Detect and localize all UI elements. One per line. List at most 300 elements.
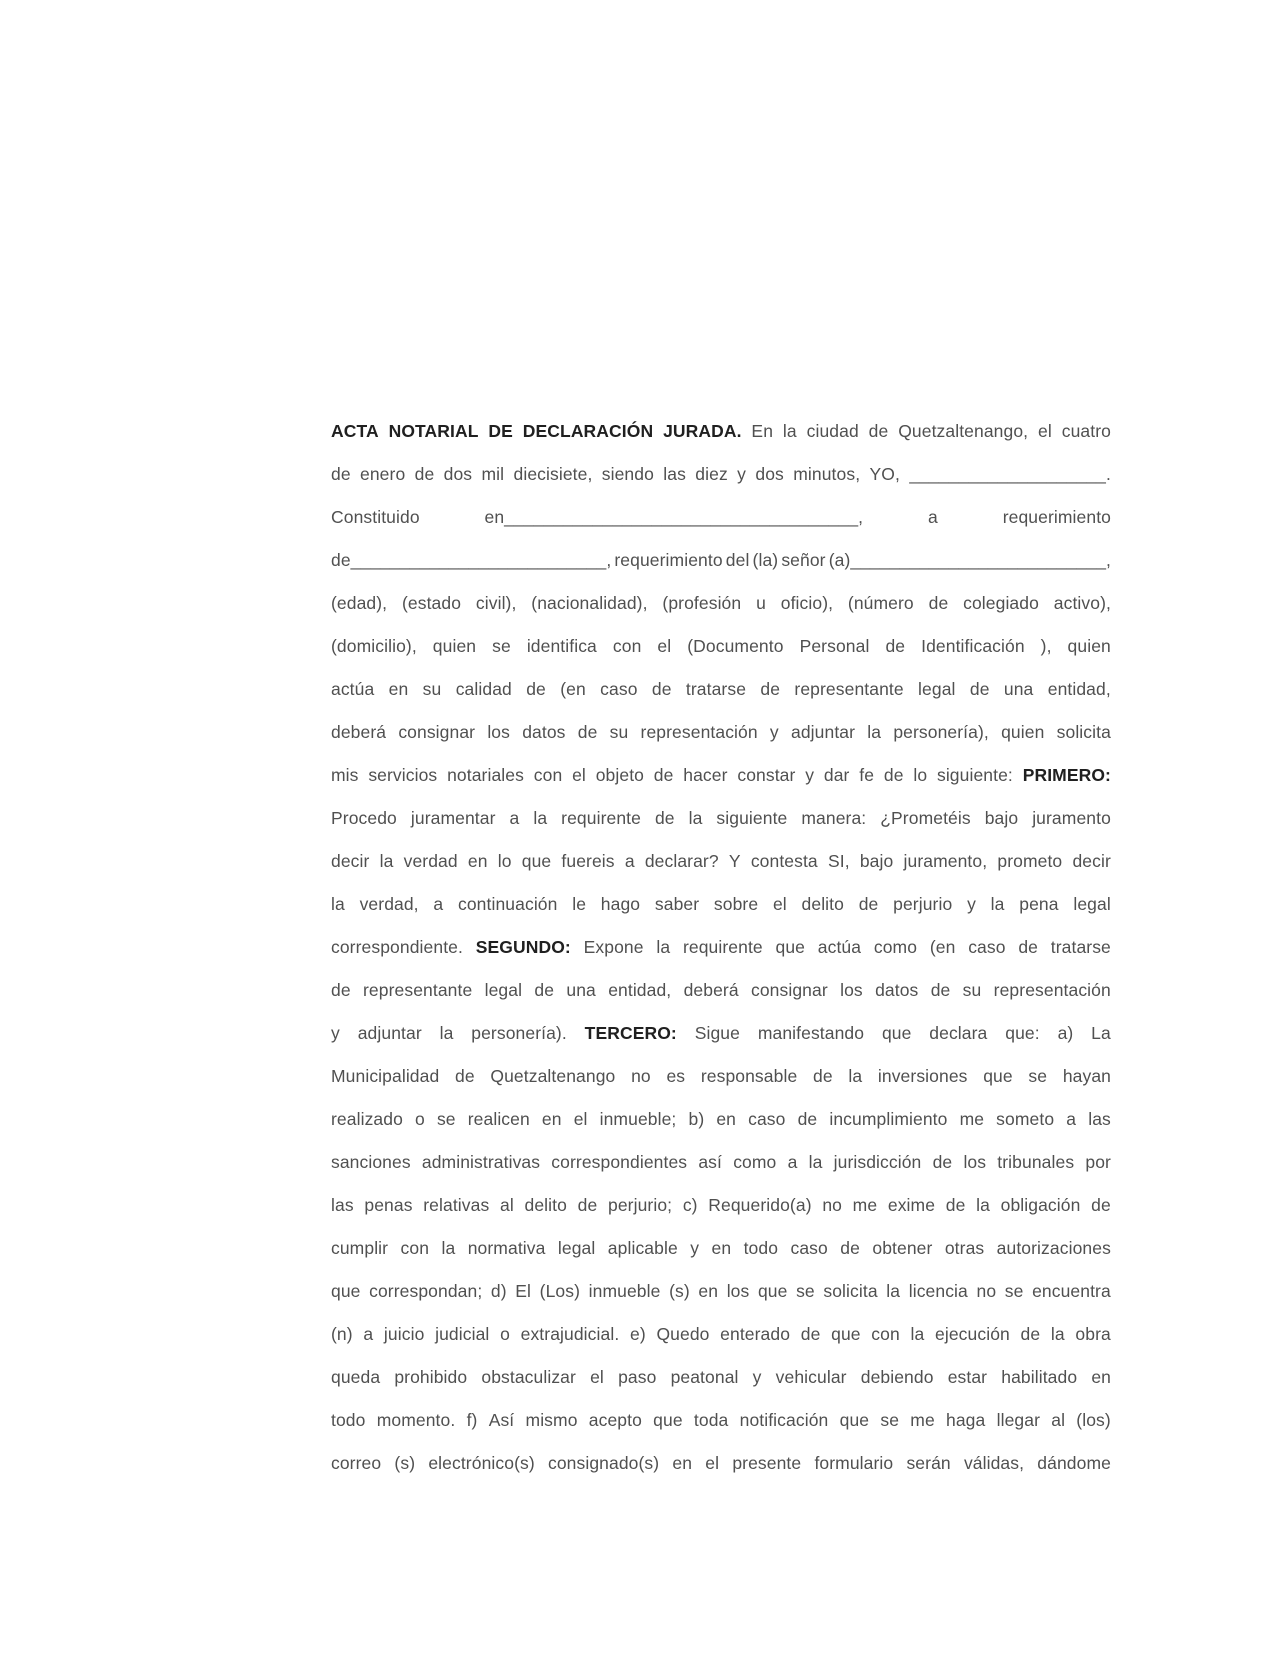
bold-heading-word: SEGUNDO: <box>475 937 571 957</box>
document-word: administrativas <box>421 1152 541 1172</box>
document-word: perjurio; <box>608 1195 673 1215</box>
document-word: con <box>400 1238 430 1258</box>
document-word: se <box>492 636 511 656</box>
document-word: en <box>467 851 488 871</box>
document-word: caso <box>600 679 638 699</box>
document-word: licencia <box>908 1281 968 1301</box>
document-word: legal <box>1073 894 1111 914</box>
document-word: de <box>812 1066 833 1086</box>
document-word: lo <box>913 765 928 785</box>
document-word: (los) <box>1076 1410 1111 1430</box>
document-word: El <box>515 1281 532 1301</box>
document-word: pena <box>1019 894 1059 914</box>
document-word: a <box>509 808 520 828</box>
document-word: y <box>967 894 976 914</box>
document-word: colegiado <box>963 593 1039 613</box>
bold-heading-word: DE <box>488 421 513 441</box>
document-word: juramentar <box>410 808 496 828</box>
document-word: u <box>756 593 766 613</box>
document-word: oficio), <box>780 593 834 613</box>
document-word: entidad, <box>1047 679 1111 699</box>
document-word: dos <box>443 464 473 484</box>
document-word: en <box>672 1453 693 1473</box>
document-word: y <box>737 464 747 484</box>
document-line <box>331 1399 1111 1442</box>
document-word: de <box>932 1152 953 1172</box>
document-line <box>331 797 1111 840</box>
document-word: correspondiente. <box>331 937 463 957</box>
document-word: judicial <box>435 1324 490 1344</box>
document-line <box>331 1442 1111 1485</box>
document-word: saber <box>654 894 700 914</box>
document-word: mil <box>481 464 505 484</box>
document-word: (s) <box>394 1453 416 1473</box>
document-word: serán <box>906 1453 951 1473</box>
document-word: deberá <box>683 980 739 1000</box>
document-word: (s) <box>669 1281 690 1301</box>
document-word: realicen <box>467 1109 530 1129</box>
document-word: Quedo <box>656 1324 710 1344</box>
document-word: calidad <box>455 679 512 699</box>
document-word: la <box>910 1324 925 1344</box>
document-word: las <box>663 464 686 484</box>
document-word: inmueble; <box>599 1109 677 1129</box>
document-word: todo <box>743 1238 779 1258</box>
document-word: consignar <box>398 722 476 742</box>
document-line <box>331 496 1111 539</box>
document-word: que <box>521 851 552 871</box>
document-word: (profesión <box>662 593 742 613</box>
document-word: fe <box>859 765 875 785</box>
document-word: que <box>331 1281 361 1301</box>
document-word: las <box>1088 1109 1111 1129</box>
document-line <box>331 883 1111 926</box>
document-word: la <box>782 421 797 441</box>
document-word: los <box>487 722 510 742</box>
document-word: y <box>331 1023 340 1043</box>
document-word: caso <box>748 1109 786 1129</box>
document-word: juramento, <box>903 851 988 871</box>
document-word: f) <box>466 1410 478 1430</box>
document-word: (Documento <box>687 636 784 656</box>
document-word: de <box>331 464 351 484</box>
document-word: bajo <box>984 808 1019 828</box>
document-word: bajo <box>859 851 894 871</box>
document-word: le <box>572 894 587 914</box>
document-word: peatonal <box>670 1367 739 1387</box>
bold-heading-word: PRIMERO: <box>1022 765 1111 785</box>
document-word: notificación <box>739 1410 829 1430</box>
document-word: válidas, <box>963 1453 1025 1473</box>
document-word: y <box>690 1238 700 1258</box>
document-word: obra <box>1075 1324 1111 1344</box>
document-word: tratarse <box>685 679 747 699</box>
document-word: activo), <box>1053 593 1111 613</box>
document-word: la <box>439 1023 454 1043</box>
document-word: una <box>1003 679 1034 699</box>
document-word: Procedo <box>331 808 397 828</box>
document-word: me <box>852 1195 878 1215</box>
document-word: y <box>769 722 779 742</box>
document-word: o <box>500 1324 510 1344</box>
document-word: que <box>881 1023 912 1043</box>
document-word: vehicular <box>775 1367 847 1387</box>
document-word: Así <box>488 1410 515 1430</box>
document-word: el <box>590 1367 604 1387</box>
document-word: que <box>775 937 806 957</box>
document-word: con <box>612 636 642 656</box>
document-word: delito <box>524 1195 567 1215</box>
document-word: de <box>868 421 889 441</box>
document-word: (Los) <box>539 1281 581 1301</box>
document-word: como <box>733 1152 777 1172</box>
document-word: d) <box>490 1281 507 1301</box>
document-word: otras <box>944 1238 985 1258</box>
document-word: me <box>910 1410 935 1430</box>
document-line <box>331 1012 1111 1055</box>
document-word: delito <box>801 894 844 914</box>
document-word: consignado(s) <box>547 1453 660 1473</box>
document-word: de <box>840 1238 860 1258</box>
document-word: juramento <box>1032 808 1111 828</box>
document-word: inversiones <box>877 1066 968 1086</box>
document-word: del <box>725 550 750 570</box>
document-word: prohibido <box>394 1367 468 1387</box>
document-word: Personal <box>799 636 870 656</box>
document-word: la <box>331 894 345 914</box>
document-word: electrónico(s) <box>428 1453 535 1473</box>
bold-heading-word: ACTA <box>331 421 379 441</box>
document-word: la <box>379 851 394 871</box>
document-word: en <box>716 1109 737 1129</box>
document-word: hacer <box>683 765 728 785</box>
document-line <box>331 711 1111 754</box>
document-word: se <box>436 1109 456 1129</box>
document-word: de <box>331 980 351 1000</box>
document-word: enterado <box>720 1324 791 1344</box>
document-word: legal <box>484 980 523 1000</box>
document-word: cuatro <box>1061 421 1111 441</box>
document-word: el <box>1038 421 1052 441</box>
document-word: la <box>1050 1324 1065 1344</box>
document-word: siendo <box>601 464 654 484</box>
document-word: requerimiento <box>614 550 723 570</box>
document-word: en <box>1091 1367 1111 1387</box>
document-word: momento. <box>376 1410 456 1430</box>
document-word: el <box>572 765 586 785</box>
document-line <box>331 1184 1111 1227</box>
document-word: el <box>705 1453 720 1473</box>
document-word: (nacionalidad), <box>531 593 648 613</box>
document-word: que: <box>1005 1023 1040 1043</box>
document-word: que <box>757 1281 788 1301</box>
document-word: se <box>1028 1066 1048 1086</box>
document-word: normativa <box>467 1238 546 1258</box>
document-word: o <box>415 1109 425 1129</box>
document-word: y <box>752 1367 762 1387</box>
document-word: de <box>1018 937 1038 957</box>
document-word: las <box>331 1195 354 1215</box>
document-word: su <box>962 980 982 1000</box>
document-word: así <box>698 1152 722 1172</box>
bold-heading-word: JURADA. <box>663 421 742 441</box>
document-word: en <box>698 1281 719 1301</box>
document-word: datos <box>522 722 566 742</box>
document-word: tribunales <box>997 1152 1075 1172</box>
document-word: ciudad <box>806 421 859 441</box>
document-word: de <box>653 765 674 785</box>
document-word: dándome <box>1037 1453 1111 1473</box>
bold-heading-word: NOTARIAL <box>388 421 479 441</box>
document-word: dar <box>823 765 850 785</box>
document-word: fuereis <box>561 851 615 871</box>
document-word: a <box>787 1152 798 1172</box>
document-word: (a)__________________________, <box>828 550 1111 570</box>
document-word: constar <box>737 765 796 785</box>
document-word: que <box>653 1410 683 1430</box>
document-word: consignar <box>750 980 828 1000</box>
document-word: queda <box>331 1367 381 1387</box>
document-word: mismo <box>525 1410 578 1430</box>
document-line <box>331 1356 1111 1399</box>
document-word: siguiente <box>716 808 788 828</box>
document-word: en <box>541 1109 562 1129</box>
document-word: correspondientes <box>551 1152 688 1172</box>
document-word: y <box>805 765 815 785</box>
document-word: civil), <box>475 593 517 613</box>
document-word: solicita <box>1056 722 1111 742</box>
document-word: se <box>1004 1281 1024 1301</box>
document-line <box>331 453 1111 496</box>
document-word: de <box>969 679 990 699</box>
document-word: obtener <box>872 1238 933 1258</box>
document-word: quien <box>432 636 477 656</box>
document-word: requerimiento <box>1002 507 1111 527</box>
document-word: decir <box>1072 851 1111 871</box>
document-word: servicios <box>368 765 438 785</box>
document-word: de <box>883 765 904 785</box>
document-word: (en <box>929 937 956 957</box>
document-word: continuación <box>458 894 558 914</box>
document-word: correspondan; <box>369 1281 483 1301</box>
document-word: dos <box>755 464 784 484</box>
document-word: su <box>609 722 629 742</box>
document-word: (en <box>560 679 586 699</box>
document-word: responsable <box>700 1066 798 1086</box>
document-word: a <box>624 851 635 871</box>
document-word: a <box>1066 1109 1077 1129</box>
document-line <box>331 1141 1111 1184</box>
document-word: manifestando <box>757 1023 865 1043</box>
document-word: quien <box>1067 636 1111 656</box>
document-word: Quetzaltenango, <box>898 421 1029 441</box>
document-word: que <box>831 1324 861 1344</box>
document-word: la <box>886 1281 901 1301</box>
document-word: representante <box>794 679 904 699</box>
document-word: manera: <box>801 808 867 828</box>
document-word: debiendo <box>860 1367 934 1387</box>
document-word: a <box>927 507 938 527</box>
document-word: b) <box>688 1109 705 1129</box>
document-word: con <box>871 1324 900 1344</box>
document-word: de <box>928 593 949 613</box>
document-word: la <box>848 1066 863 1086</box>
document-word: c) <box>682 1195 698 1215</box>
document-word: personería). <box>471 1023 567 1043</box>
document-word: no <box>976 1281 997 1301</box>
document-word: requirente <box>682 937 763 957</box>
document-word: me <box>959 1109 985 1129</box>
document-word: ), <box>1040 636 1052 656</box>
document-word: toda <box>693 1410 729 1430</box>
document-word: diez <box>695 464 728 484</box>
document-word: los <box>963 1152 987 1172</box>
document-word: encuentra <box>1032 1281 1111 1301</box>
document-word: como <box>873 937 918 957</box>
document-word: prometo <box>997 851 1063 871</box>
document-word: sanciones <box>331 1152 411 1172</box>
document-word: de <box>534 980 555 1000</box>
document-line <box>331 539 1111 582</box>
document-word: aplicable <box>607 1238 678 1258</box>
document-word: relativas <box>423 1195 490 1215</box>
document-word: SI, <box>827 851 850 871</box>
document-word: hayan <box>1062 1066 1111 1086</box>
document-word: la <box>441 1238 456 1258</box>
document-word: caso <box>790 1238 828 1258</box>
document-word: de <box>760 679 781 699</box>
document-word: lo <box>497 851 512 871</box>
document-line <box>331 625 1111 668</box>
document-line <box>331 926 1111 969</box>
document-word: personería), <box>893 722 989 742</box>
document-word: datos <box>875 980 919 1000</box>
document-word: no <box>822 1195 842 1215</box>
document-word: habilitado <box>1001 1367 1078 1387</box>
document-word: de <box>651 679 672 699</box>
document-word: penas <box>364 1195 413 1215</box>
document-word: diecisiete, <box>513 464 593 484</box>
document-word: Identificación <box>921 636 1025 656</box>
document-word: deberá <box>331 722 387 742</box>
document-word: una <box>566 980 596 1000</box>
bold-heading-word: TERCERO: <box>584 1023 677 1043</box>
document-word: Y <box>728 851 741 871</box>
document-word: de <box>577 1195 598 1215</box>
document-word: declarar? <box>644 851 719 871</box>
document-word: e) <box>629 1324 646 1344</box>
document-word: adjuntar <box>357 1023 422 1043</box>
document-word: se <box>880 1410 900 1430</box>
document-word: todo <box>331 1410 366 1430</box>
document-word: de <box>1020 1324 1041 1344</box>
notarial-act-body <box>331 410 1111 1485</box>
document-word: de <box>800 1324 821 1344</box>
document-word: de__________________________, <box>331 550 612 570</box>
document-word: presente <box>732 1453 802 1473</box>
document-word: YO, <box>869 464 900 484</box>
document-word: quien <box>1001 722 1045 742</box>
document-word: representación <box>993 980 1111 1000</box>
document-word: con <box>533 765 563 785</box>
document-word: legal <box>918 679 956 699</box>
document-word: la <box>656 937 671 957</box>
document-word: de <box>930 980 951 1000</box>
document-word: requirente <box>561 808 641 828</box>
document-word: tratarse <box>1050 937 1111 957</box>
document-word: (domicilio), <box>331 636 417 656</box>
document-line <box>331 410 1111 453</box>
document-word: entidad, <box>608 980 672 1000</box>
document-line <box>331 1313 1111 1356</box>
document-word: la <box>808 1152 823 1172</box>
document-word: Requerido(a) <box>708 1195 812 1215</box>
document-word: a) <box>1057 1023 1074 1043</box>
document-word: objeto <box>595 765 644 785</box>
document-word: (la) <box>752 550 779 570</box>
document-word: solicita <box>823 1281 878 1301</box>
document-word: ____________________. <box>909 464 1111 484</box>
document-word: que <box>983 1066 1013 1086</box>
document-word: someto <box>996 1109 1055 1129</box>
document-word: mis <box>331 765 359 785</box>
document-line <box>331 1098 1111 1141</box>
bold-heading-word: DECLARACIÓN <box>522 421 654 441</box>
document-word: en <box>711 1238 732 1258</box>
document-line <box>331 668 1111 711</box>
document-word: adjuntar <box>791 722 856 742</box>
document-word: no <box>631 1066 651 1086</box>
document-word: el <box>657 636 672 656</box>
document-word: sobre <box>713 894 759 914</box>
document-word: actúa <box>817 937 862 957</box>
document-word: correo <box>331 1453 382 1473</box>
document-word: realizado <box>331 1109 403 1129</box>
document-word: de <box>797 1109 818 1129</box>
document-word: que <box>839 1410 870 1430</box>
document-line <box>331 1055 1111 1098</box>
document-word: caso <box>968 937 1006 957</box>
document-word: representación <box>640 722 758 742</box>
document-line <box>331 969 1111 1012</box>
document-word: identifica <box>526 636 597 656</box>
document-word: Quetzaltenango <box>490 1066 616 1086</box>
document-word: ejecución <box>935 1324 1010 1344</box>
document-word: el <box>772 894 787 914</box>
document-word: minutos, <box>793 464 861 484</box>
document-word: al <box>1051 1410 1066 1430</box>
document-word: la <box>688 808 703 828</box>
document-word: representante <box>362 980 473 1000</box>
document-word: los <box>840 980 863 1000</box>
document-word: de <box>654 808 675 828</box>
document-word: de <box>526 679 546 699</box>
document-word: (número <box>847 593 914 613</box>
document-word: de <box>414 464 435 484</box>
document-word: de <box>1091 1195 1111 1215</box>
document-word: de <box>577 722 598 742</box>
document-line <box>331 754 1111 797</box>
document-word: la <box>867 722 882 742</box>
document-word: obligación <box>1000 1195 1081 1215</box>
document-word: formulario <box>814 1453 894 1473</box>
document-word: señor <box>781 550 826 570</box>
document-word: estar <box>947 1367 988 1387</box>
document-word: actúa <box>331 679 375 699</box>
document-word: en____________________________________, <box>484 507 864 527</box>
document-word: de <box>455 1066 475 1086</box>
document-word: obstaculizar <box>481 1367 576 1387</box>
